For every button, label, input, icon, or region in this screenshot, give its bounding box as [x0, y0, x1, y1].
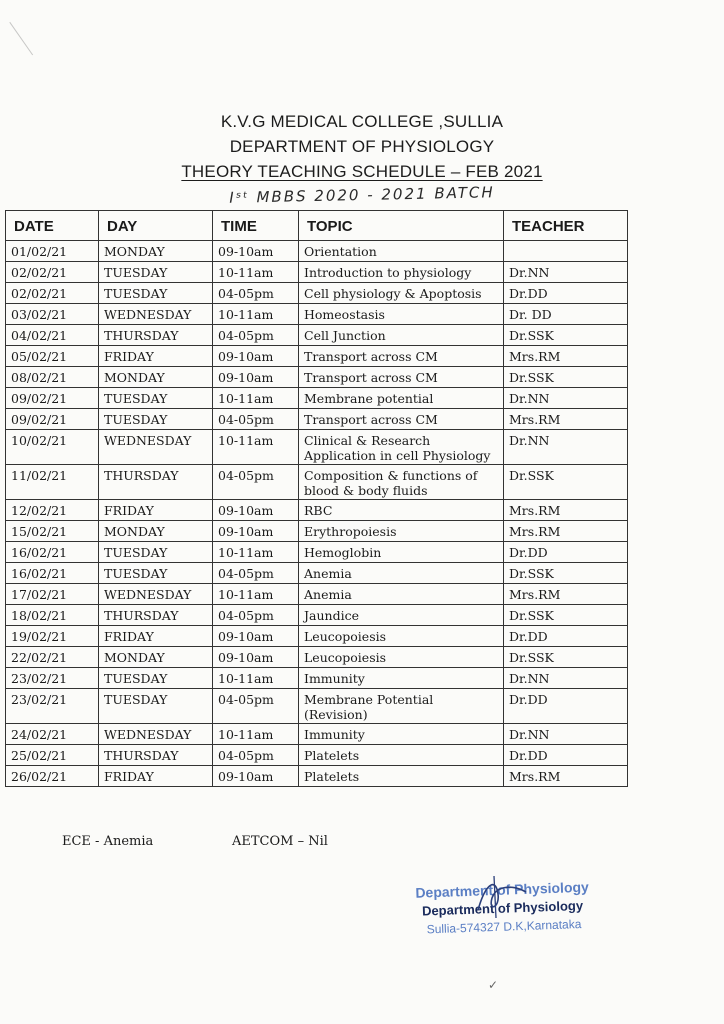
aetcom-note: AETCOM – Nil: [232, 834, 328, 849]
table-header-row: [6, 211, 628, 241]
cell-teacher: Mrs.RM: [504, 584, 628, 605]
cell-topic: Immunity: [299, 668, 504, 689]
table-row: [6, 367, 628, 388]
cell-day: THURSDAY: [99, 605, 213, 626]
cell-date: 17/02/21: [6, 584, 99, 605]
stamp-line-3: Sullia-574327 D.K,Karnataka: [426, 916, 582, 937]
cell-date: 24/02/21: [6, 724, 99, 745]
table-row: [6, 465, 628, 500]
cell-time: 09-10am: [213, 521, 299, 542]
cell-topic: Leucopoiesis: [299, 647, 504, 668]
cell-teacher: Dr.DD: [504, 542, 628, 563]
stamp-line-1: Department of Physiology: [415, 878, 590, 901]
table-row: [6, 262, 628, 283]
college-name: K.V.G MEDICAL COLLEGE ,SULLIA: [220, 112, 504, 131]
table-row: [6, 388, 628, 409]
table-row: [6, 584, 628, 605]
cell-day: WEDNESDAY: [99, 304, 213, 325]
cell-date: 16/02/21: [6, 563, 99, 584]
cell-teacher: Dr.SSK: [504, 465, 628, 500]
cell-time: 04-05pm: [213, 563, 299, 584]
table-row: [6, 647, 628, 668]
cell-topic: Homeostasis: [299, 304, 504, 325]
cell-topic: Platelets: [299, 745, 504, 766]
cell-time: 04-05pm: [213, 605, 299, 626]
cell-day: THURSDAY: [99, 745, 213, 766]
cell-time: 10-11am: [213, 388, 299, 409]
cell-time: 10-11am: [213, 584, 299, 605]
cell-date: 01/02/21: [6, 241, 99, 262]
cell-topic: Membrane Potential (Revision): [299, 689, 504, 724]
cell-day: TUESDAY: [99, 388, 213, 409]
table-row: [6, 521, 628, 542]
cell-time: 09-10am: [213, 647, 299, 668]
cell-day: WEDNESDAY: [99, 430, 213, 465]
stamp-line-2: Department of Physiology: [421, 897, 584, 919]
cell-teacher: Dr.SSK: [504, 605, 628, 626]
cell-day: MONDAY: [99, 241, 213, 262]
cell-time: 10-11am: [213, 542, 299, 563]
column-header-topic: TOPIC: [299, 211, 504, 241]
cell-teacher: Dr.NN: [504, 262, 628, 283]
cell-day: TUESDAY: [99, 668, 213, 689]
cell-teacher: Dr.NN: [504, 668, 628, 689]
cell-topic: Clinical & Research Application in cell Physiology: [299, 430, 504, 465]
cell-teacher: Dr. DD: [504, 304, 628, 325]
signature: [468, 872, 538, 922]
table-row: [6, 283, 628, 304]
cell-date: 09/02/21: [6, 388, 99, 409]
table-row: [6, 745, 628, 766]
cell-day: TUESDAY: [99, 283, 213, 304]
cell-topic: Hemoglobin: [299, 542, 504, 563]
cell-date: 22/02/21: [6, 647, 99, 668]
cell-day: TUESDAY: [99, 689, 213, 724]
cell-date: 18/02/21: [6, 605, 99, 626]
cell-topic: Jaundice: [299, 605, 504, 626]
cell-date: 11/02/21: [6, 465, 99, 500]
cell-teacher: Dr.SSK: [504, 647, 628, 668]
cell-day: WEDNESDAY: [99, 584, 213, 605]
cell-topic: Transport across CM: [299, 409, 504, 430]
cell-date: 23/02/21: [6, 668, 99, 689]
scan-mark: [9, 5, 57, 56]
cell-teacher: [504, 241, 628, 262]
cell-time: 10-11am: [213, 262, 299, 283]
cell-day: TUESDAY: [99, 409, 213, 430]
cell-topic: Anemia: [299, 563, 504, 584]
cell-time: 10-11am: [213, 430, 299, 465]
schedule-table: [5, 210, 628, 787]
column-header-day: DAY: [99, 211, 213, 241]
cell-day: THURSDAY: [99, 325, 213, 346]
column-header-date: DATE: [6, 211, 99, 241]
table-row: [6, 346, 628, 367]
cell-time: 09-10am: [213, 626, 299, 647]
cell-time: 09-10am: [213, 346, 299, 367]
cell-time: 09-10am: [213, 766, 299, 787]
cell-teacher: Dr.DD: [504, 745, 628, 766]
cell-date: 26/02/21: [6, 766, 99, 787]
cell-day: TUESDAY: [99, 262, 213, 283]
cell-topic: Membrane potential: [299, 388, 504, 409]
cell-teacher: Mrs.RM: [504, 521, 628, 542]
cell-day: TUESDAY: [99, 563, 213, 584]
table-row: [6, 325, 628, 346]
cell-teacher: Mrs.RM: [504, 500, 628, 521]
schedule-title: THEORY TEACHING SCHEDULE – FEB 2021: [181, 162, 543, 181]
table-row: [6, 430, 628, 465]
table-row: [6, 668, 628, 689]
cell-topic: Anemia: [299, 584, 504, 605]
department-name: DEPARTMENT OF PHYSIOLOGY: [229, 137, 495, 156]
cell-day: FRIDAY: [99, 346, 213, 367]
cell-time: 10-11am: [213, 304, 299, 325]
table-row: [6, 563, 628, 584]
cell-day: THURSDAY: [99, 465, 213, 500]
cell-teacher: Dr.DD: [504, 626, 628, 647]
schedule-body: [6, 241, 628, 787]
cell-topic: Introduction to physiology: [299, 262, 504, 283]
table-row: [6, 500, 628, 521]
cell-day: FRIDAY: [99, 500, 213, 521]
table-row: [6, 766, 628, 787]
cell-date: 23/02/21: [6, 689, 99, 724]
table-row: [6, 626, 628, 647]
cell-time: 04-05pm: [213, 283, 299, 304]
column-header-time: TIME: [213, 211, 299, 241]
cell-time: 10-11am: [213, 668, 299, 689]
cell-date: 10/02/21: [6, 430, 99, 465]
cell-time: 04-05pm: [213, 465, 299, 500]
cell-date: 19/02/21: [6, 626, 99, 647]
cell-topic: Transport across CM: [299, 367, 504, 388]
cell-time: 09-10am: [213, 241, 299, 262]
table-row: [6, 542, 628, 563]
cell-teacher: Dr.DD: [504, 283, 628, 304]
cell-time: 09-10am: [213, 500, 299, 521]
cell-topic: Platelets: [299, 766, 504, 787]
column-header-teacher: TEACHER: [504, 211, 628, 241]
cell-day: MONDAY: [99, 647, 213, 668]
cell-topic: Transport across CM: [299, 346, 504, 367]
cell-date: 05/02/21: [6, 346, 99, 367]
table-row: [6, 304, 628, 325]
cell-date: 12/02/21: [6, 500, 99, 521]
cell-time: 04-05pm: [213, 325, 299, 346]
pen-mark: ✓: [488, 978, 499, 992]
cell-teacher: Dr.SSK: [504, 367, 628, 388]
cell-teacher: Dr.NN: [504, 724, 628, 745]
cell-time: 04-05pm: [213, 409, 299, 430]
cell-day: MONDAY: [99, 367, 213, 388]
cell-time: 09-10am: [213, 367, 299, 388]
ece-note: ECE - Anemia: [62, 834, 154, 849]
cell-time: 10-11am: [213, 724, 299, 745]
cell-topic: Cell Junction: [299, 325, 504, 346]
cell-day: MONDAY: [99, 521, 213, 542]
cell-topic: Erythropoiesis: [299, 521, 504, 542]
cell-date: 25/02/21: [6, 745, 99, 766]
cell-topic: Immunity: [299, 724, 504, 745]
cell-topic: RBC: [299, 500, 504, 521]
cell-date: 15/02/21: [6, 521, 99, 542]
cell-topic: Cell physiology & Apoptosis: [299, 283, 504, 304]
cell-date: 16/02/21: [6, 542, 99, 563]
cell-time: 04-05pm: [213, 745, 299, 766]
cell-date: 09/02/21: [6, 409, 99, 430]
cell-topic: Composition & functions of blood & body fluids: [299, 465, 504, 500]
cell-date: 02/02/21: [6, 262, 99, 283]
cell-teacher: Mrs.RM: [504, 409, 628, 430]
cell-day: WEDNESDAY: [99, 724, 213, 745]
cell-time: 04-05pm: [213, 689, 299, 724]
cell-topic: Leucopoiesis: [299, 626, 504, 647]
table-row: [6, 689, 628, 724]
cell-teacher: Dr.NN: [504, 388, 628, 409]
cell-teacher: Mrs.RM: [504, 346, 628, 367]
table-row: [6, 241, 628, 262]
table-row: [6, 605, 628, 626]
cell-date: 02/02/21: [6, 283, 99, 304]
cell-teacher: Dr.NN: [504, 430, 628, 465]
batch-handwritten: Iˢᵗ MBBS 2020 - 2021 BATCH: [229, 183, 495, 207]
cell-teacher: Dr.DD: [504, 689, 628, 724]
cell-teacher: Dr.SSK: [504, 563, 628, 584]
cell-teacher: Mrs.RM: [504, 766, 628, 787]
cell-day: TUESDAY: [99, 542, 213, 563]
cell-topic: Orientation: [299, 241, 504, 262]
cell-day: FRIDAY: [99, 626, 213, 647]
cell-day: FRIDAY: [99, 766, 213, 787]
cell-date: 03/02/21: [6, 304, 99, 325]
table-row: [6, 724, 628, 745]
cell-date: 08/02/21: [6, 367, 99, 388]
table-row: [6, 409, 628, 430]
cell-teacher: Dr.SSK: [504, 325, 628, 346]
cell-date: 04/02/21: [6, 325, 99, 346]
